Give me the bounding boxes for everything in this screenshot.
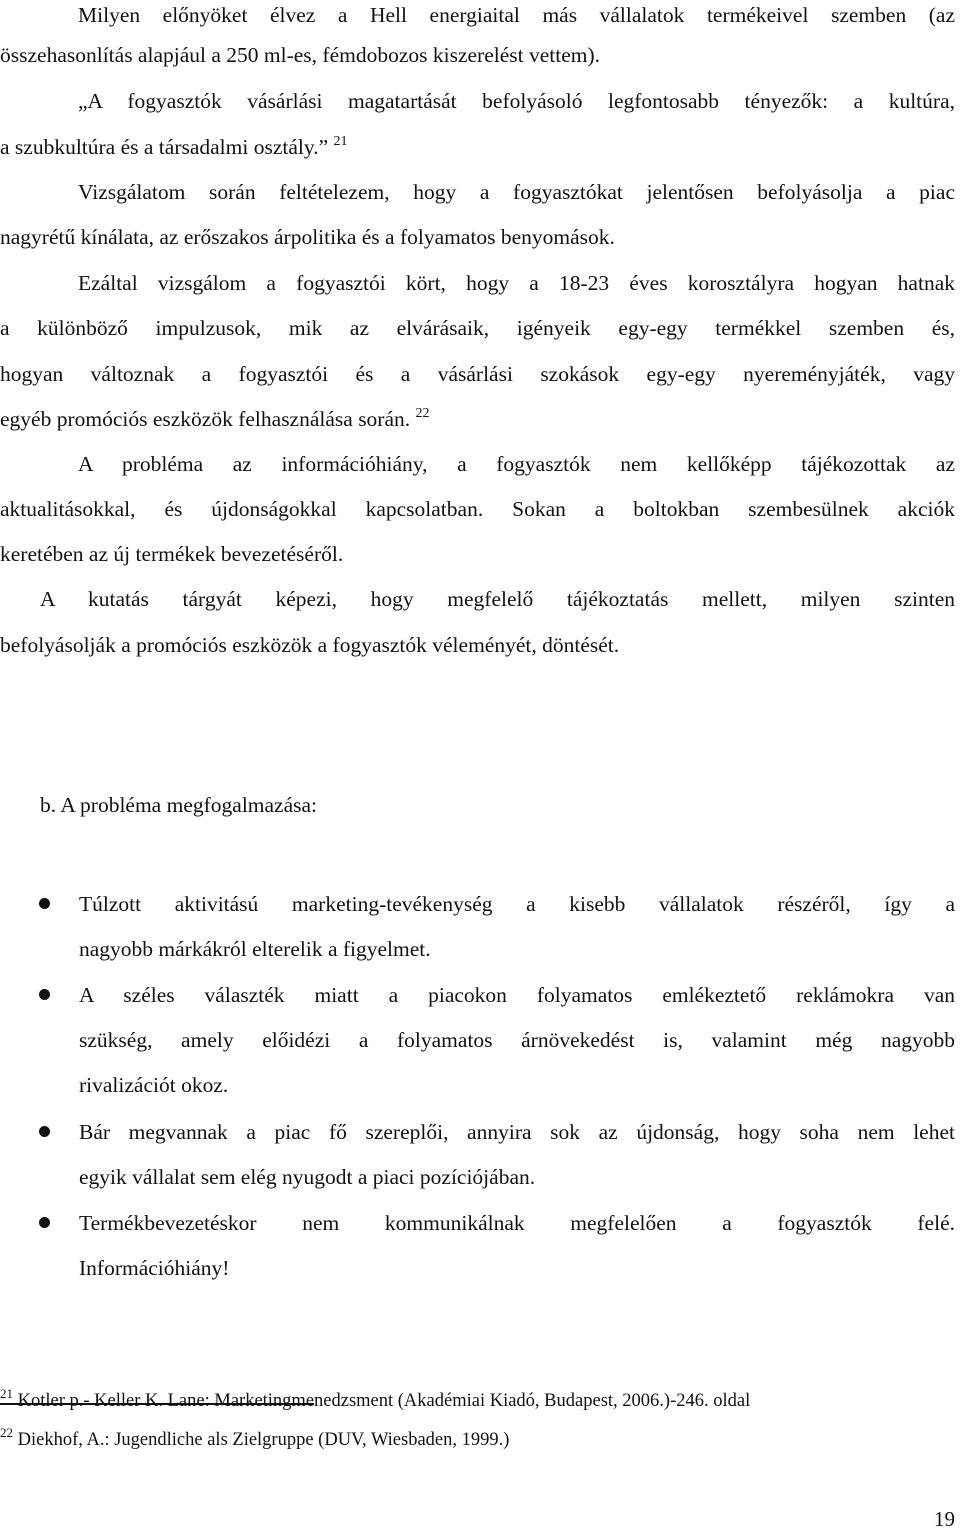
text-line: aktualitásokkal, és újdonságokkal kapcsolatban. Sokan a boltokban szembesülnek akciók xyxy=(0,497,955,521)
footnote-text: Diekhof, A.: Jugendliche als Zielgruppe (DUV, Wiesbaden, 1999.) xyxy=(17,1430,510,1450)
bullet-icon xyxy=(39,1217,50,1228)
bullet-icon xyxy=(39,1126,50,1137)
text-line: A probléma az információhiány, a fogyasztók nem kellőképp tájékozottak az xyxy=(78,452,955,476)
text-line: összehasonlítás alapjául a 250 ml-es, fémdobozos kiszerelést vettem). xyxy=(0,43,601,67)
text-line: nagyobb márkákról elterelik a figyelmet. xyxy=(79,937,431,961)
text-line: befolyásolják a promóciós eszközök a fogyasztók véleményét, döntését. xyxy=(0,633,620,657)
text-line: Ezáltal vizsgálom a fogyasztói kört, hogy a 18-23 éves korosztályra hogyan hatnak xyxy=(78,271,955,295)
section-heading: b. A probléma megfogalmazása: xyxy=(40,793,318,817)
text-line xyxy=(0,132,955,162)
text-span: a szubkultúra és a társadalmi osztály.” xyxy=(0,135,329,159)
text-line: keretében az új termékek bevezetéséről. xyxy=(0,542,344,566)
footnote-ref-21: 21 xyxy=(333,134,348,149)
footnote-number: 22 xyxy=(0,1425,13,1440)
text-line: hogyan változnak a fogyasztói és a vásárlási szokások egy-egy nyereményjáték, vagy xyxy=(0,362,955,386)
text-line: A kutatás tárgyát képezi, hogy megfelelő tájékoztatás mellett, milyen szinten xyxy=(40,587,955,611)
text-line: Bár megvannak a piac fő szereplői, annyira sok az újdonság, hogy soha nem lehet xyxy=(79,1120,955,1144)
text-line: Túlzott aktivitású marketing-tevékenység a kisebb vállalatok részéről, így a xyxy=(79,892,955,916)
text-span: egyéb promóciós eszközök felhasználása során. xyxy=(0,407,411,431)
text-line: Információhiány! xyxy=(79,1256,230,1280)
text-line: egyik vállalat sem elég nyugodt a piaci pozíciójában. xyxy=(79,1165,536,1189)
text-line: A széles választék miatt a piacokon folyamatos emlékeztető reklámokra van xyxy=(79,983,955,1007)
text-line xyxy=(0,404,955,434)
footnote-ref-22: 22 xyxy=(415,406,430,421)
bullet-icon xyxy=(39,989,50,1000)
bullet-icon xyxy=(39,898,50,909)
text-line: rivalizációt okoz. xyxy=(79,1073,229,1097)
text-line: „A fogyasztók vásárlási magatartását befolyásoló legfontosabb tényezők: a kultúra, xyxy=(78,89,955,113)
footnote xyxy=(0,1386,751,1413)
footnote-number: 21 xyxy=(0,1386,13,1401)
text-line: Termékbevezetéskor nem kommunikálnak megfelelően a fogyasztók felé. xyxy=(79,1211,955,1235)
text-line: Milyen előnyöket élvez a Hell energiaital más vállalatok termékeivel szemben (az xyxy=(78,3,955,27)
text-line: szükség, amely előidézi a folyamatos árnövekedést is, valamint még nagyobb xyxy=(79,1028,955,1052)
text-line: nagyrétű kínálata, az erőszakos árpolitika és a folyamatos benyomások. xyxy=(0,225,615,249)
footnote xyxy=(0,1425,510,1452)
text-line: Vizsgálatom során feltételezem, hogy a fogyasztókat jelentősen befolyásolja a piac xyxy=(78,180,955,204)
page-number: 19 xyxy=(934,1507,955,1531)
text-line: a különböző impulzusok, mik az elvárásaik, igényeik egy-egy termékkel szemben és, xyxy=(0,316,955,340)
footnote-text: Kotler p.- Keller K. Lane: Marketingmenedzsment (Akadémiai Kiadó, Budapest, 2006.)-246. oldal xyxy=(17,1391,751,1411)
